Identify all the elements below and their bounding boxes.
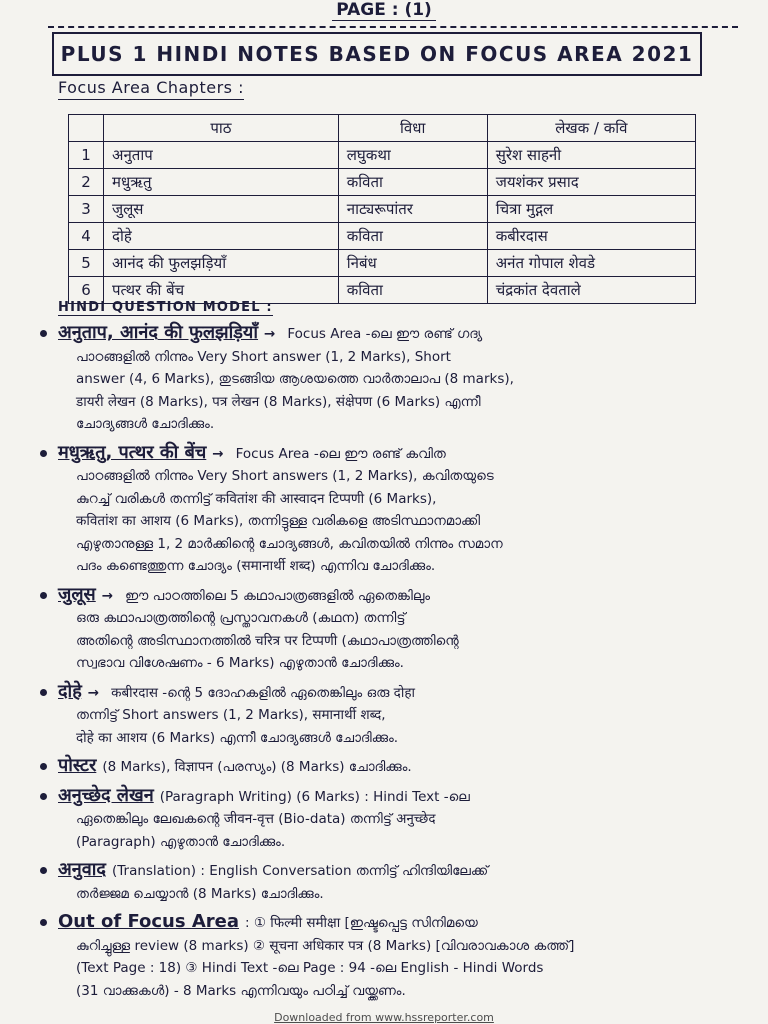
item-text: തർജ്ജമ ചെയ്യാൻ (8 Marks) ചോദിക്കും. [76, 885, 324, 902]
chapters-table [68, 114, 696, 304]
table-row [69, 223, 696, 250]
item-text: പദം കണ്ടെത്തുന്ന ചോദ്യം (समानार्थी शब्द) എന്നിവ ചോദിക്കും. [76, 558, 436, 574]
item-text: डायरी लेखन (8 Marks), पत्र लेखन (8 Marks), संक्षेपण (6 Marks) എന്നീ [76, 393, 481, 410]
question-model-heading: HINDI QUESTION MODEL : [58, 300, 273, 315]
item-text: ഏതെങ്കിലും ലേഖകന്റെ जीवन-वृत्त (Bio-data) തന്നിട്ട് अनुच्छेद [76, 811, 436, 827]
question-model-list [40, 322, 740, 1008]
bullet-icon [40, 592, 47, 599]
list-item [40, 911, 740, 1002]
row-path: आनंद की फुलझड़ियाँ [104, 250, 339, 277]
row-lekhak: सुरेश साहनी [487, 142, 695, 169]
arrow-icon: → [87, 684, 100, 701]
table-header-lekhak: लेखक / कवि [487, 115, 695, 142]
item-text: कवितांश का आशय (6 Marks), തന്നിട്ടുള്ള വരികളെ അടിസ്ഥാനമാക്കി [76, 513, 481, 529]
row-path: मधुऋतु [104, 169, 339, 196]
row-lekhak: चित्रा मुद्गल [487, 196, 695, 223]
bullet-icon [40, 763, 47, 770]
arrow-icon: → [264, 326, 276, 342]
item-text: (Paragraph Writing) (6 Marks) : Hindi Text -ലെ [159, 788, 470, 805]
item-text: സ്വഭാവ വിശേഷണം - 6 Marks) എഴുതാൻ ചോദിക്കും. [76, 655, 404, 671]
page-title: PLUS 1 HINDI NOTES BASED ON FOCUS AREA 2021 [52, 32, 702, 76]
item-text: (Translation) : English Conversation തന്നിട്ട് ഹിന്ദിയിലേക്ക് [111, 863, 489, 879]
row-lekhak: चंद्रकांत देवताले [487, 277, 695, 304]
row-path: दोहे [104, 223, 339, 250]
row-vidha: कविता [338, 169, 487, 196]
item-text: തന്നിട്ട് Short answers (1, 2 Marks), समानार्थी शब्द, [76, 707, 386, 723]
table-row [69, 250, 696, 277]
list-item [40, 442, 740, 578]
row-number: 3 [69, 196, 104, 223]
item-text: ഈ പാഠത്തിലെ 5 കഥാപാത്രങ്ങളിൽ ഏതെങ്കിലും [125, 587, 431, 604]
row-number: 2 [69, 169, 104, 196]
row-vidha: कविता [338, 223, 487, 250]
item-text: (8 Marks), विज्ञापन (പരസ്യം) (8 Marks) ചോദിക്കും. [102, 759, 412, 775]
row-vidha: नाट्यरूपांतर [338, 196, 487, 223]
row-vidha: निबंध [338, 250, 487, 277]
item-text: Focus Area -ലെ ഈ രണ്ട് കവിത [235, 445, 446, 462]
row-number: 6 [69, 277, 104, 304]
item-text: എഴുതാനുള്ള 1, 2 മാർക്കിന്റെ ചോദ്യങ്ങൾ, കവിതയിൽ നിന്നും സമാന [76, 535, 503, 552]
page-label: PAGE : (1) [0, 0, 768, 20]
item-text: കുറിച്ചുള്ള review (8 marks) ② सूचना अधिकार पत्र (8 Marks) [വിവരാവകാശ കത്ത്] [76, 937, 575, 954]
table-header-empty [69, 115, 104, 142]
row-number: 5 [69, 250, 104, 277]
row-number: 1 [69, 142, 104, 169]
list-item [40, 785, 740, 854]
list-item [40, 681, 740, 750]
row-number: 4 [69, 223, 104, 250]
download-footer[interactable]: Downloaded from www.hssreporter.com [274, 1011, 494, 1024]
item-text: : ① फिल्मी समीक्षा [ഇഷ്ടപ്പെട്ട സിനിമയെ [245, 915, 478, 931]
item-heading: दोहे [58, 680, 82, 702]
list-item [40, 584, 740, 675]
bullet-icon [40, 919, 47, 926]
item-heading: पोस्टर [58, 755, 97, 776]
item-text: അതിന്റെ അടിസ്ഥാനത്തിൽ चरित्र पर टिप्पणी (കഥാപാത്രത്തിന്റെ [76, 632, 459, 649]
item-heading: मधुऋतु, पत्थर की बेंच [58, 441, 207, 463]
row-vidha: लघुकथा [338, 142, 487, 169]
item-text: പാഠങ്ങളിൽ നിന്നും Very Short answer (1, 2 Marks), Short [76, 348, 451, 365]
row-vidha: कविता [338, 277, 487, 304]
table-row [69, 142, 696, 169]
bullet-icon [40, 689, 47, 696]
item-heading: जुलूस [58, 583, 96, 605]
table-header-path: पाठ [104, 115, 339, 142]
table-row [69, 196, 696, 223]
row-path: जुलूस [104, 196, 339, 223]
list-item [40, 859, 740, 905]
item-text: (Text Page : 18) ③ Hindi Text -ലെ Page : 94 -ലെ English - Hindi Words [76, 960, 544, 976]
item-text: (31 വാക്കുകൾ) - 8 Marks എന്നിവയും പഠിച്ച് വയ്ക്കണം. [76, 982, 406, 999]
bullet-icon [40, 450, 47, 457]
item-heading: Out of Focus Area [58, 911, 240, 932]
bullet-icon [40, 867, 47, 874]
list-item [40, 755, 740, 779]
item-text: answer (4, 6 Marks), തുടങ്ങിയ ആശയത്തെ വാർതാലാപ (8 marks), [76, 371, 514, 387]
row-lekhak: जयशंकर प्रसाद [487, 169, 695, 196]
focus-area-heading: Focus Area Chapters : [58, 78, 244, 100]
item-heading: अनुवाद [58, 859, 106, 880]
item-heading: अनुताप, आनंद की फुलझड़ियाँ [58, 322, 259, 343]
table-header-vidha: विधा [338, 115, 487, 142]
item-text: दोहे का आशय (6 Marks) എന്നീ ചോദ്യങ്ങൾ ചോദിക്കും. [76, 729, 399, 746]
table-header-row [69, 115, 696, 142]
table-row [69, 169, 696, 196]
item-text: ചോദ്യങ്ങൾ ചോദിക്കും. [76, 416, 215, 432]
row-lekhak: कबीरदास [487, 223, 695, 250]
item-text: ഒരു കഥാപാത്രത്തിന്റെ പ്രസ്താവനകൾ (കഥന) തന്നിട്ട് [76, 610, 406, 626]
arrow-icon: → [101, 587, 114, 604]
row-path: पत्थर की बेंच [104, 277, 339, 304]
item-text: कबीरदास -ന്റെ 5 ദോഹകളിൽ ഏതെങ്കിലും ഒരു दोहा [111, 684, 416, 701]
row-lekhak: अनंत गोपाल शेवडे [487, 250, 695, 277]
bullet-icon [40, 793, 47, 800]
item-text: Focus Area -ലെ ഈ രണ്ട് ഗദ്യ [287, 326, 483, 342]
item-text: കുറച്ച് വരികൾ തന്നിട്ട് कवितांश की आस्वादन टिप्पणी (6 Marks), [76, 490, 437, 507]
item-text: പാഠങ്ങളിൽ നിന്നും Very Short answers (1, 2 Marks), കവിതയുടെ [76, 468, 494, 484]
arrow-icon: → [212, 445, 224, 462]
list-item [40, 322, 740, 436]
item-heading: अनुच्छेद लेखन [58, 784, 154, 806]
item-text: (Paragraph) എഴുതാൻ ചോദിക്കും. [76, 833, 286, 850]
row-path: अनुताप [104, 142, 339, 169]
top-divider [48, 26, 738, 28]
bullet-icon [40, 330, 47, 337]
